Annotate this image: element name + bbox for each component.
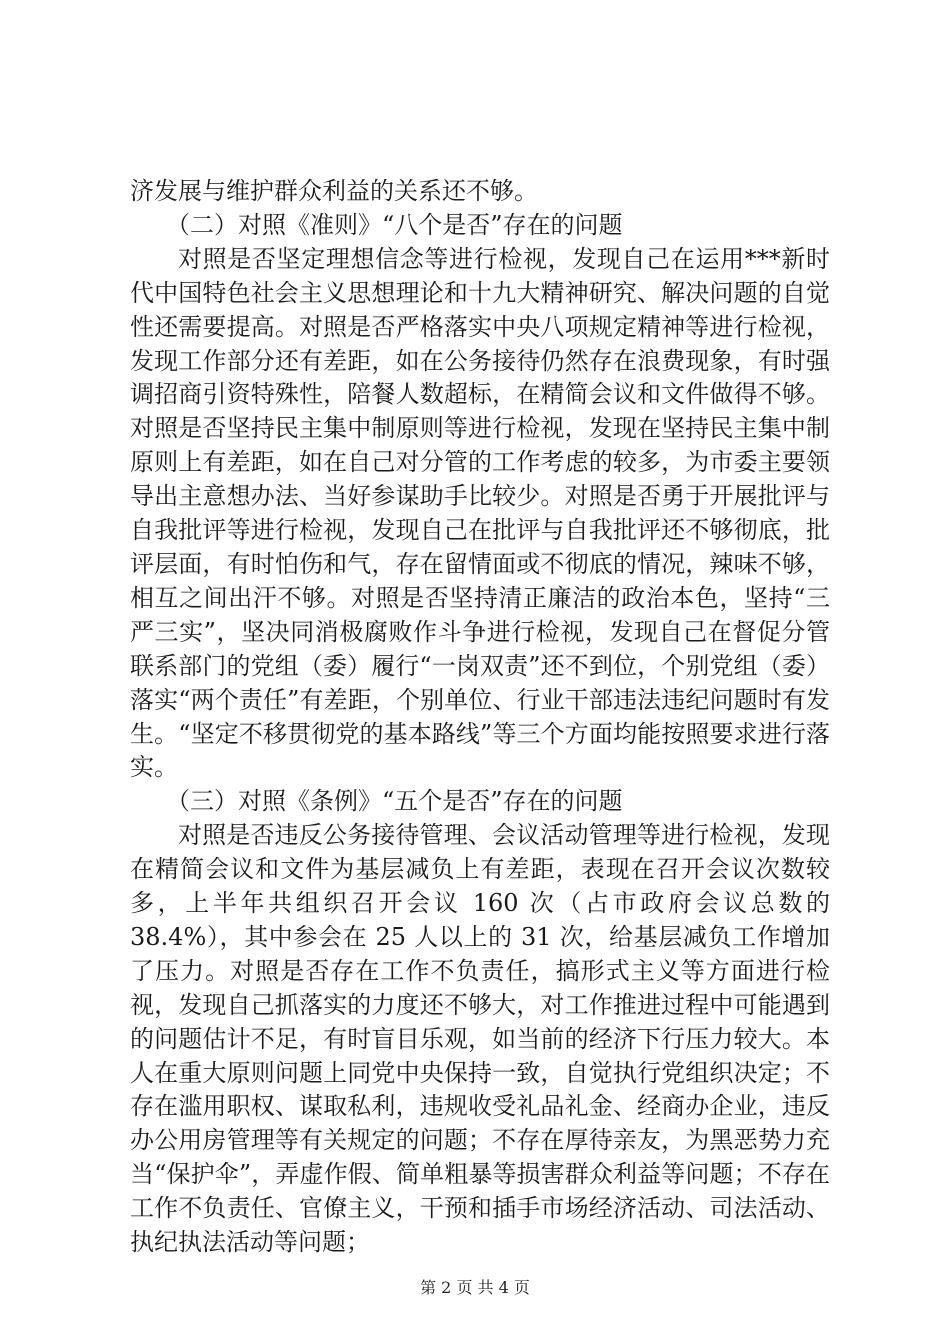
paragraph-section-3: 对照是否违反公务接待管理、会议活动管理等进行检视，发现在精简会议和文件为基层减负上有差距，表现在召开会议次数较多，上半年共组织召开会议 160 次（占市政府会议总数的 38.4%），其中参会在 25 人以上的 31 次，给基层减负工作增加了压力。对照是否存在工作不负责任，搞形式主义等方面进行检视，发现自己抓落实的力度还不够大，对工作推进过程中可能遇到的问题估计不足，有时盲目乐观，如当前的经济下行压力较大。本人在重大原则问题上同党中央保持一致，自觉执行党组织决定；不存在滥用职权、谋取私利，违规收受礼品礼金、经商办企业，违反办公用房管理等有关规定的问题；不存在厚待亲友，为黑恶势力充当“保护伞”，弄虚作假、简单粗暴等损害群众利益等问题；不存在工作不负责任、官僚主义，干预和插手市场经济活动、司法活动、执纪执法活动等问题； (130, 821, 830, 1257)
paragraph-continuation: 济发展与维护群众利益的关系还不够。 (130, 177, 538, 205)
paragraph-section-2: 对照是否坚定理想信念等进行检视，发现自己在运用***新时代中国特色社会主义思想理论和十九大精神研究、解决问题的自觉性还需要提高。对照是否严格落实中央八项规定精神等进行检视，发现工作部分还有差距，如在公务接待仍然存在浪费现象，有时强调招商引资特殊性，陪餐人数超标，在精简会议和文件做得不够。对照是否坚持民主集中制原则等进行检视，发现在坚持民主集中制原则上有差距，如在自己对分管的工作考虑的较多，为市委主要领导出主意想办法、当好参谋助手比较少。对照是否勇于开展批评与自我批评等进行检视，发现自己在批评与自我批评还不够彻底，批评层面，有时怕伤和气，存在留情面或不彻底的情况，辣味不够，相互之间出汗不够。对照是否坚持清正廉洁的政治本色，坚持“三严三实”，坚决同消极腐败作斗争进行检视，发现自己在督促分管联系部门的党组（委）履行“一岗双责”还不到位，个别党组（委）落实“两个责任”有差距，个别单位、行业干部违法违纪问题时有发生。“坚定不移贯彻党的基本路线”等三个方面均能按照要求进行落实。 (130, 244, 830, 782)
document-body (130, 175, 830, 1260)
section-heading-3: （三）对照《条例》“五个是否”存在的问题 (166, 787, 623, 816)
page-footer: 第 2 页 共 4 页 (420, 1278, 530, 1297)
section-heading-2: （二）对照《准则》“八个是否”存在的问题 (166, 210, 623, 239)
